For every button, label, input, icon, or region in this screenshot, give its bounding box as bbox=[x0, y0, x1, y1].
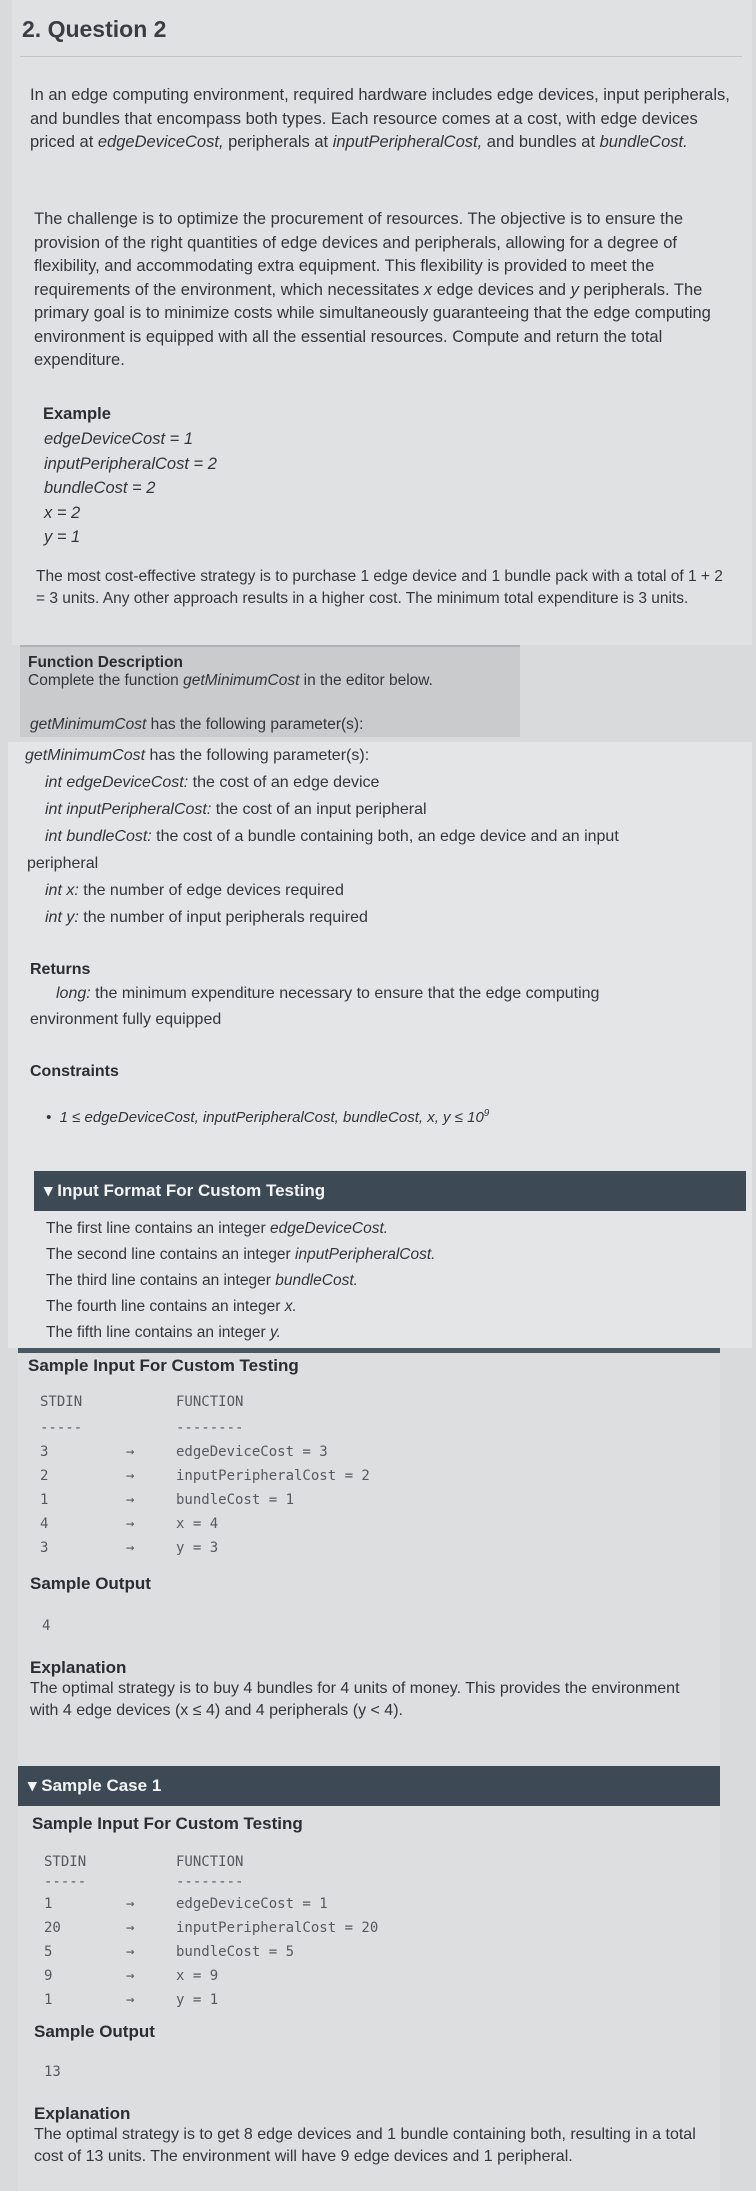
function-description-line: Complete the function getMinimumCost in the editor below. bbox=[28, 672, 433, 689]
returns-wrap: environment fully equipped bbox=[30, 1011, 222, 1028]
stdin-value: 1 bbox=[44, 1896, 53, 1912]
example-values bbox=[44, 427, 217, 550]
problem-statement-panel bbox=[12, 0, 752, 645]
arrow-icon: → bbox=[126, 1492, 135, 1508]
stdin-value: 20 bbox=[44, 1920, 61, 1936]
returns-line: long: the minimum expenditure necessary to ensure that the edge computing bbox=[56, 985, 600, 1002]
example-line: y = 1 bbox=[44, 528, 81, 546]
arrow-icon: → bbox=[126, 1540, 135, 1556]
sample1-function-rule: -------- bbox=[176, 1874, 244, 1890]
sample1-explanation-heading: Explanation bbox=[34, 2104, 131, 2123]
parameter-item: int inputPeripheralCost: the cost of an input peripheral bbox=[45, 801, 427, 818]
input-format-line: The first line contains an integer edgeDeviceCost. bbox=[46, 1220, 389, 1237]
input-format-line: The fourth line contains an integer x. bbox=[46, 1298, 297, 1315]
question-title: 2. Question 2 bbox=[22, 16, 167, 42]
function-description-heading: Function Description bbox=[28, 654, 183, 671]
stdin-value: 5 bbox=[44, 1944, 53, 1960]
stdin-value: 1 bbox=[44, 1992, 53, 2008]
example-line: x = 2 bbox=[44, 503, 81, 522]
parameter-item: int x: the number of edge devices required bbox=[45, 882, 344, 899]
title-divider bbox=[20, 56, 742, 57]
example-line: bundleCost = 2 bbox=[44, 479, 156, 497]
sample0-function-rule: -------- bbox=[176, 1420, 244, 1436]
example-line: edgeDeviceCost = 1 bbox=[44, 430, 194, 448]
function-params-intro: getMinimumCost has the following parameter(s): bbox=[30, 716, 364, 733]
parameter-item: int y: the number of input peripherals required bbox=[45, 909, 368, 926]
sample0-output-heading: Sample Output bbox=[30, 1574, 151, 1593]
sample0-function-header: FUNCTION bbox=[176, 1394, 244, 1410]
sample0-function-values bbox=[176, 1440, 370, 1560]
sample1-explanation: The optimal strategy is to get 8 edge devices and 1 bundle containing both, resulting in a total cost of 13 units. The environment will have 9 edge devices and 1 peripheral. bbox=[34, 2126, 696, 2165]
sample0-explanation-heading: Explanation bbox=[30, 1658, 127, 1677]
input-format-line: The fifth line contains an integer y. bbox=[46, 1324, 281, 1341]
sample1-stdin-header: STDIN bbox=[44, 1854, 87, 1870]
sample1-output-heading: Sample Output bbox=[34, 2022, 155, 2041]
sample0-arrows bbox=[126, 1440, 134, 1560]
sample1-output-value: 13 bbox=[44, 2064, 61, 2080]
example-heading: Example bbox=[43, 405, 111, 423]
arrow-icon: → bbox=[126, 1968, 135, 1984]
arrow-icon: → bbox=[126, 1444, 135, 1460]
returns-heading: Returns bbox=[30, 961, 91, 978]
stdin-value: 2 bbox=[40, 1468, 49, 1484]
arrow-icon: → bbox=[126, 1992, 135, 2008]
intro-paragraph-2: The challenge is to optimize the procurement of resources. The objective is to ensure the provision of the right quantities of edge devices and peripherals, allowing for a degree of flexibility, and accommodating extra equipment. This flexibility is provided to meet the requirements of the environment, which necessitates x edge devices and y peripherals. The primary goal is to minimize costs while simultaneously guaranteeing that the edge computing environment is equipped with all the essential resources. Compute and return the total expenditure. bbox=[34, 210, 711, 369]
input-format-line: The third line contains an integer bundleCost. bbox=[46, 1272, 358, 1289]
parameter-item: int bundleCost: the cost of a bundle containing both, an edge device and an input bbox=[45, 828, 619, 845]
input-format-line: The second line contains an integer inputPeripheralCost. bbox=[46, 1246, 436, 1263]
sample1-arrows bbox=[126, 1892, 134, 2012]
function-value: y = 1 bbox=[176, 1992, 219, 2008]
samples-panel bbox=[18, 1348, 720, 2191]
stdin-value: 3 bbox=[40, 1540, 49, 1556]
arrow-icon: → bbox=[126, 1896, 135, 1912]
constraint-item: • 1 ≤ edgeDeviceCost, inputPeripheralCost, bundleCost, x, $y \le 10^9$ bbox=[46, 1108, 490, 1126]
sample0-explanation: The optimal strategy is to buy 4 bundles for 4 units of money. This provides the environment with 4 edge devices (x ≤ 4) and 4 peripherals (y < 4). bbox=[30, 1680, 680, 1719]
parameters-intro: getMinimumCost has the following parameter(s): bbox=[25, 747, 370, 764]
constraints-heading: Constraints bbox=[30, 1063, 119, 1080]
function-description-panel bbox=[20, 645, 520, 737]
sample0-heading: Sample Input For Custom Testing bbox=[28, 1356, 299, 1375]
parameter-wrap: peripheral bbox=[27, 855, 99, 872]
function-value: inputPeripheralCost = 2 bbox=[176, 1468, 370, 1484]
arrow-icon: → bbox=[126, 1516, 135, 1532]
parameter-item: int edgeDeviceCost: the cost of an edge device bbox=[45, 774, 380, 791]
function-value: x = 9 bbox=[176, 1968, 219, 1984]
sample1-heading: Sample Input For Custom Testing bbox=[32, 1814, 303, 1833]
arrow-icon: → bbox=[126, 1944, 135, 1960]
sample1-function-values bbox=[176, 1892, 378, 2012]
function-value: bundleCost = 1 bbox=[176, 1492, 295, 1508]
sample0-stdin-values bbox=[40, 1440, 48, 1560]
function-value: x = 4 bbox=[176, 1516, 219, 1532]
example-line: inputPeripheralCost = 2 bbox=[44, 454, 217, 473]
input-format-toggle[interactable]: ▾ Input Format For Custom Testing bbox=[34, 1171, 746, 1211]
function-value: y = 3 bbox=[176, 1540, 219, 1556]
arrow-icon: → bbox=[126, 1468, 135, 1484]
parameter-list-2 bbox=[45, 877, 745, 931]
sample-case-1-toggle[interactable]: ▾ Sample Case 1 bbox=[18, 1766, 720, 1806]
sample1-function-header: FUNCTION bbox=[176, 1854, 244, 1870]
sample1-stdin-values bbox=[44, 1892, 61, 2012]
input-format-lines bbox=[46, 1216, 435, 1346]
intro-paragraph-1: In an edge computing environment, required hardware includes edge devices, input peripherals, and bundles that encompass both types. Each resource comes at a cost, with edge devices priced at edgeDeviceCost, peripherals at inputPeripheralCost, and bundles at bundleCost. bbox=[30, 86, 730, 151]
example-note: The most cost-effective strategy is to purchase 1 edge device and 1 bundle pack with a total of 1 + 2 = 3 units. Any other approach results in a higher cost. The minimum total expenditure is 3 units. bbox=[36, 568, 723, 607]
parameters-panel bbox=[8, 742, 752, 1348]
stdin-value: 3 bbox=[40, 1444, 49, 1460]
stdin-value: 1 bbox=[40, 1492, 49, 1508]
sample0-output-value: 4 bbox=[42, 1618, 51, 1634]
sample0-stdin-rule: ----- bbox=[40, 1420, 83, 1436]
sample1-stdin-rule: ----- bbox=[44, 1874, 87, 1890]
function-value: inputPeripheralCost = 20 bbox=[176, 1920, 379, 1936]
stdin-value: 4 bbox=[40, 1516, 49, 1532]
function-value: edgeDeviceCost = 3 bbox=[176, 1444, 328, 1460]
function-value: edgeDeviceCost = 1 bbox=[176, 1896, 328, 1912]
parameter-list bbox=[45, 769, 745, 850]
arrow-icon: → bbox=[126, 1920, 135, 1936]
sample0-stdin-header: STDIN bbox=[40, 1394, 83, 1410]
function-value: bundleCost = 5 bbox=[176, 1944, 295, 1960]
stdin-value: 9 bbox=[44, 1968, 53, 1984]
